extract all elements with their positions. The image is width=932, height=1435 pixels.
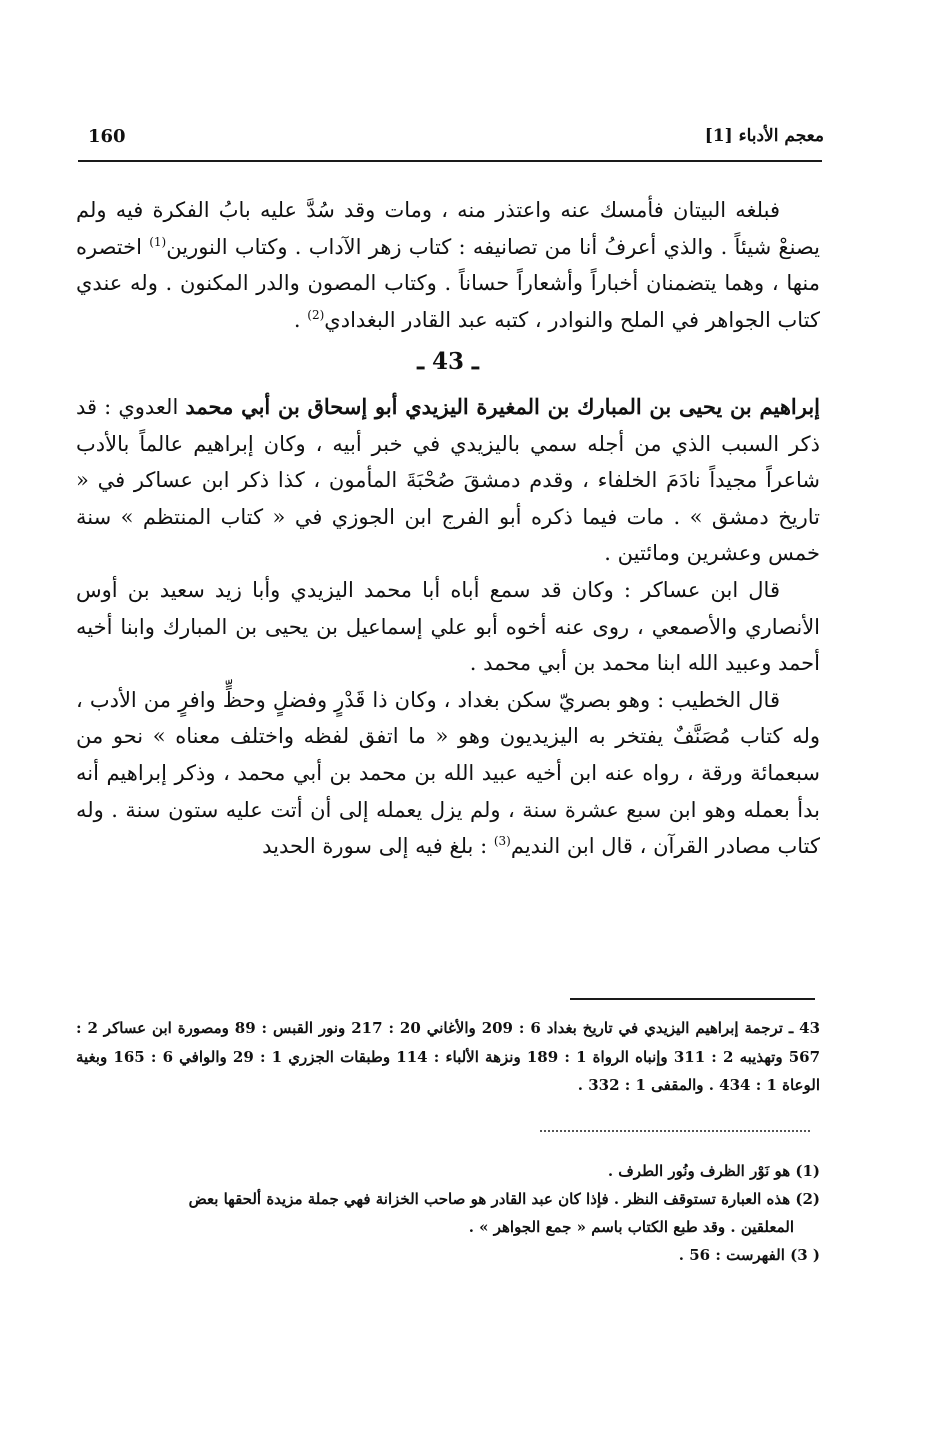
paragraph-text: قال الخطيب : وهو بصريّ سكن بغداد ، وكان ذا قَدْرٍ وفضلٍ وحظٍّ وافرٍ من الأدب ، وله كتاب مُصَنَّفٌ يفتخر به اليزيديون وهو « ما اتفق لفظه واختلف معناه » نحو من سبعمائة ورقة ، رواه عنه ابن أخيه عبيد الله بن محمد بن أبي محمد ، وذكر إبراهيم أنه بدأ بعمله وهو ابن سبع عشرة سنة ، ولم يزل يعمله إلى أن أتت عليه ستون سنة . وله كتاب مصادر القرآن ، قال ابن النديم — [76, 687, 820, 859]
paragraph-continuation — [76, 192, 820, 338]
footnotes — [76, 1157, 820, 1269]
footnote-2-continuation: المعلقين . وقد طبع الكتاب باسم « جمع الجواهر » . — [468, 1218, 794, 1236]
footnote-ref: (2) — [307, 307, 325, 322]
header-rule — [78, 160, 822, 162]
footnote-separator — [540, 1130, 810, 1132]
entry-number: ـ 43 ـ — [417, 348, 479, 376]
main-text — [76, 192, 820, 865]
footnote-ref: (3) — [493, 834, 511, 849]
sources-note: 43 ـ ترجمة إبراهيم اليزيدي في تاريخ بغداد 6 : 209 والأغاني 20 : 217 ونور القبس : 89 ومصورة ابن عساكر 2 : 567 وتهذيبه 2 : 311 وإنباه الرواة 1 : 189 ونزهة الألباء : 114 وطبقات الجزري 1 : 29 والوافي 6 : 165 وبغية الوعاة 1 : 434 . والمقفى 1 : 332 . — [76, 1019, 821, 1094]
entry-intro-text: العدوي : قد ذكر السبب الذي من أجله سمي باليزيدي في خبر أبيه ، وكان إبراهيم عالماً بالأدب شاعراً مجيداً نادَمَ الخلفاء ، وقدم دمشقَ صُحْبَةَ المأمون ، كذا ذكر ابن عساكر في « تاريخ دمشق » . مات فيما ذكره أبو الفرج ابن الجوزي في « كتاب المنتظم » سنة خمس وعشرين ومائتين . — [76, 394, 820, 566]
page-number: 160 — [88, 126, 126, 147]
paragraph-ibn-asakir: قال ابن عساكر : وكان قد سمع أباه أبا محمد اليزيدي وأبا زيد سعيد بن أوس الأنصاري والأصمعي ، روى عنه أخوه أبو علي إسماعيل بن يحيى بن المبارك وابنا أخيه أحمد وعبيد الله ابنا محمد بن أبي محمد . — [76, 577, 820, 676]
page-header — [78, 126, 824, 156]
footnote-3: ( 3) الفهرست : 56 . — [678, 1246, 820, 1264]
running-title: معجم الأدباء [1] — [704, 126, 824, 146]
paragraph-al-khatib — [76, 682, 820, 865]
paragraph-text: فبلغه البيتان فأمسك عنه واعتذر منه ، ومات وقد سُدَّ عليه بابُ الفكرة فيه ولم يصنعْ شيئاً . والذي أعرفُ أنا من تصانيفه : كتاب زهر الآداب . وكتاب النورين — [76, 198, 820, 259]
paragraph-text: : بلغ فيه إلى سورة الحديد — [262, 834, 494, 859]
footnote-ref: (1) — [149, 234, 167, 249]
footnote-1: (1) هو نَوْر الظرف ونُور الطرف . — [607, 1162, 820, 1180]
entry-heading: إبراهيم بن يحيى بن المبارك بن المغيرة اليزيدي أبو إسحاق بن أبي محمد — [185, 393, 820, 419]
paragraph-text: اختصره منها ، وهما يتضمنان أخباراً وأشعاراً حساناً . وكتاب المصون والدر المكنون . وله عندي كتاب الجواهر في الملح والنوادر ، كتبه عبد القادر البغدادي — [76, 234, 820, 332]
entry-intro-paragraph — [76, 389, 820, 572]
paragraph-text: . — [293, 307, 308, 332]
sources-rule — [570, 998, 815, 1000]
footnote-2: (2) هذه العبارة تستوقف النظر . فإذا كان عبد القادر هو صاحب الخزانة فهي جملة مزيدة ألحقها بعض — [188, 1190, 820, 1208]
